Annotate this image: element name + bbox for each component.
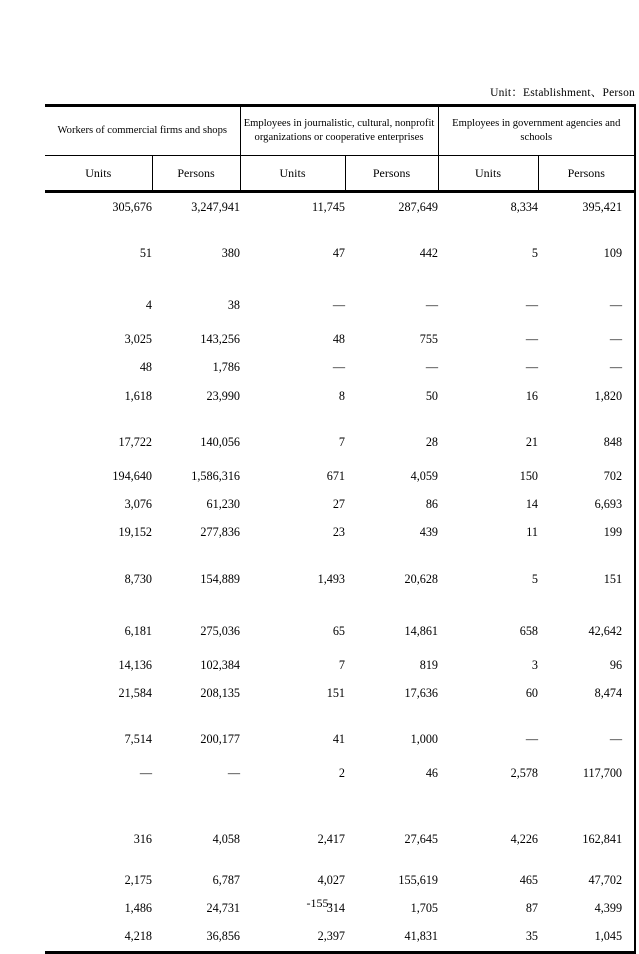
table-cell: 16 (525, 388, 539, 403)
table-cell: 86 (425, 497, 439, 512)
empty-value-dash: — (525, 360, 539, 375)
table-cell (45, 760, 152, 788)
table-cell: 8,334 (510, 199, 539, 214)
table-cell: 439 (419, 525, 439, 540)
table-cell: 35 (438, 923, 538, 953)
table-row (45, 760, 635, 788)
table-cell (345, 273, 438, 325)
table-cell: 7,514 (124, 732, 152, 747)
table-cell: 96 (538, 651, 635, 679)
table-cell: 11,745 (311, 199, 346, 214)
empty-value-dash: — (332, 297, 346, 312)
table-body (45, 192, 635, 953)
table-cell: 4,226 (510, 831, 539, 846)
table-cell: 6,181 (124, 623, 152, 638)
table-cell: 658 (519, 623, 539, 638)
table-cell: 1,820 (538, 382, 635, 410)
table-cell: 4 (145, 297, 152, 312)
table-cell: 11 (526, 525, 539, 540)
table-cell: 24,731 (206, 900, 241, 915)
table-cell: 1,045 (538, 923, 635, 953)
empty-value-dash: — (525, 297, 539, 312)
table-cell: 21 (525, 434, 539, 449)
table-cell: 109 (538, 221, 635, 273)
table-row (45, 462, 635, 490)
table-cell: 155,619 (398, 872, 439, 887)
table-cell: 17,636 (404, 686, 439, 701)
table-cell: 6,693 (538, 490, 635, 518)
statistics-table-container (45, 104, 635, 954)
table-cell: 140,056 (200, 434, 241, 449)
table-row (45, 788, 635, 866)
table-cell: 1,618 (124, 388, 152, 403)
column-header-units-commercial: Units (45, 156, 152, 192)
table-cell: 41 (332, 732, 346, 747)
column-group-header-commercial: Workers of commercial firms and shops (45, 106, 240, 156)
table-cell: 41,831 (345, 923, 438, 953)
table-cell: 48 (332, 331, 346, 346)
table-cell: 1,586,316 (191, 468, 241, 483)
column-header-persons-government: Persons (538, 156, 635, 192)
table-row (45, 708, 635, 760)
table-cell (538, 325, 635, 353)
table-cell (438, 273, 538, 325)
empty-value-dash: — (425, 297, 439, 312)
table-cell: 14,136 (118, 657, 152, 672)
empty-value-dash: — (525, 732, 539, 747)
empty-value-dash: — (332, 360, 346, 375)
table-row (45, 382, 635, 410)
table-cell: 316 (133, 831, 152, 846)
column-header-persons-journalistic: Persons (345, 156, 438, 192)
table-cell: 151 (326, 686, 346, 701)
table-cell: 4,027 (317, 872, 346, 887)
table-cell: 442 (419, 245, 439, 260)
table-cell: 3,247,941 (191, 199, 241, 214)
table-cell: 5 (531, 571, 539, 586)
table-cell: 199 (538, 519, 635, 547)
table-cell: 755 (419, 331, 439, 346)
table-cell: 151 (538, 547, 635, 599)
column-group-header-government: Employees in government agencies and schools (438, 106, 635, 156)
empty-value-dash: — (139, 766, 152, 781)
table-cell: 2,397 (240, 923, 345, 953)
column-header-units-journalistic: Units (240, 156, 345, 192)
table-cell: 102,384 (200, 657, 241, 672)
table-cell (438, 354, 538, 382)
table-cell: 117,700 (538, 760, 635, 788)
empty-value-dash: — (609, 360, 623, 375)
table-cell (438, 325, 538, 353)
table-cell (240, 273, 345, 325)
table-cell: 60 (525, 686, 539, 701)
table-cell: 47,702 (538, 866, 635, 894)
table-cell (345, 354, 438, 382)
table-cell: 23 (332, 525, 346, 540)
table-cell: 50 (425, 388, 439, 403)
table-cell (538, 273, 635, 325)
table-cell: 194,640 (112, 468, 152, 483)
column-header-persons-commercial: Persons (152, 156, 240, 192)
table-cell: 162,841 (538, 788, 635, 866)
table-cell (438, 708, 538, 760)
table-cell: 380 (221, 245, 241, 260)
table-row (45, 599, 635, 651)
table-header (45, 106, 635, 192)
table-row (45, 273, 635, 325)
table-row (45, 490, 635, 518)
table-cell: 671 (326, 468, 346, 483)
table-cell: 819 (419, 657, 439, 672)
table-cell: 36,856 (152, 923, 240, 953)
table-cell: 20,628 (404, 571, 439, 586)
table-row (45, 354, 635, 382)
table-cell: 28 (425, 434, 439, 449)
empty-value-dash: — (609, 297, 623, 312)
table-cell: 27 (332, 497, 346, 512)
table-cell: 48 (139, 360, 152, 375)
empty-value-dash: — (425, 360, 439, 375)
table-cell (538, 708, 635, 760)
unit-note: Unit：Establishment、Person (490, 87, 635, 99)
table-row (45, 651, 635, 679)
table-cell: 702 (538, 462, 635, 490)
table-cell: 287,649 (398, 199, 439, 214)
statistics-table (45, 104, 636, 954)
table-cell: 27,645 (404, 831, 439, 846)
table-row (45, 325, 635, 353)
table-row (45, 221, 635, 273)
empty-value-dash: — (609, 331, 623, 346)
table-row (45, 192, 635, 222)
table-row (45, 547, 635, 599)
table-cell: 3,076 (124, 497, 152, 512)
table-cell: 208,135 (200, 686, 241, 701)
table-cell: 61,230 (206, 497, 241, 512)
table-cell: 17,722 (118, 434, 152, 449)
table-cell: 5 (531, 245, 539, 260)
table-cell: 305,676 (112, 199, 152, 214)
table-cell: 51 (139, 245, 152, 260)
table-cell: 277,836 (200, 525, 241, 540)
table-cell: 143,256 (200, 331, 241, 346)
table-cell: 314 (326, 900, 346, 915)
table-cell: 3,025 (124, 331, 152, 346)
table-cell: 200,177 (200, 732, 241, 747)
table-header-sub-row (45, 156, 635, 192)
table-cell: 4,059 (410, 468, 439, 483)
table-cell: 154,889 (200, 571, 241, 586)
column-header-units-government: Units (438, 156, 538, 192)
table-cell: 1,486 (124, 900, 152, 915)
table-cell: 46 (425, 766, 439, 781)
table-cell: 65 (332, 623, 346, 638)
table-cell: 38 (227, 297, 241, 312)
table-cell: 275,036 (200, 623, 241, 638)
table-cell: 8 (338, 388, 346, 403)
table-row (45, 923, 635, 953)
table-cell: 47 (332, 245, 346, 260)
table-row (45, 866, 635, 894)
column-group-header-journalistic: Employees in journalistic, cultural, nonprofit organizations or cooperative enterprises (240, 106, 438, 156)
empty-value-dash: — (525, 331, 539, 346)
table-cell: 1,000 (410, 732, 439, 747)
table-cell: 7 (338, 434, 346, 449)
table-cell: 87 (525, 900, 539, 915)
table-cell: 3 (531, 657, 539, 672)
table-cell: 8,730 (124, 571, 152, 586)
table-cell: 2 (338, 766, 346, 781)
table-cell: 21,584 (118, 686, 152, 701)
table-cell: 150 (519, 468, 539, 483)
table-cell: 1,705 (410, 900, 439, 915)
table-row (45, 679, 635, 707)
table-cell: 1,786 (212, 360, 241, 375)
table-cell (152, 760, 240, 788)
table-cell: 19,152 (118, 525, 152, 540)
table-cell: 1,493 (317, 571, 346, 586)
table-cell: 7 (338, 657, 346, 672)
table-cell (240, 354, 345, 382)
page-number: -155- (306, 896, 333, 910)
table-row (45, 410, 635, 462)
empty-value-dash: — (609, 732, 623, 747)
table-cell: 395,421 (538, 192, 635, 222)
table-row (45, 519, 635, 547)
table-cell: 14 (525, 497, 539, 512)
table-header-group-row (45, 106, 635, 156)
table-cell: 23,990 (206, 388, 241, 403)
table-cell: 2,175 (124, 872, 152, 887)
table-cell: 4,399 (538, 894, 635, 922)
table-cell: 848 (538, 410, 635, 462)
table-cell: 465 (519, 872, 539, 887)
table-cell: 42,642 (538, 599, 635, 651)
table-cell: 6,787 (212, 872, 241, 887)
table-cell: 8,474 (538, 679, 635, 707)
table-cell: 4,218 (45, 923, 152, 953)
table-cell: 2,417 (317, 831, 346, 846)
empty-value-dash: — (227, 766, 241, 781)
table-cell: 4,058 (212, 831, 241, 846)
table-cell: 2,578 (510, 766, 539, 781)
table-cell: 14,861 (404, 623, 439, 638)
table-cell (538, 354, 635, 382)
